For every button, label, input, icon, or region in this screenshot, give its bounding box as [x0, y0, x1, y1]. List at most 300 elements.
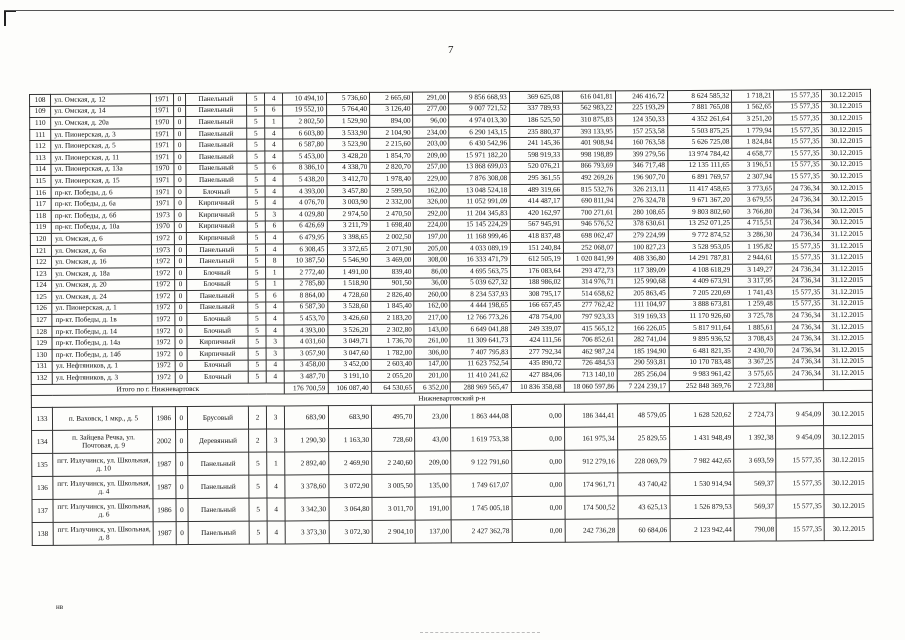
- table-cell: 1 259,48: [733, 299, 775, 311]
- row-number: 133: [31, 407, 52, 430]
- table-cell: Панельный: [186, 151, 247, 163]
- table-row: [32, 517, 873, 545]
- table-cell: 1987: [152, 453, 175, 476]
- table-cell: 36,00: [414, 277, 450, 289]
- row-number: 115: [30, 176, 51, 188]
- table-cell: 310 875,83: [562, 114, 615, 126]
- table-cell: 1 529,90: [326, 116, 369, 128]
- table-cell: 43 625,13: [618, 496, 670, 519]
- table-cell: 1971: [151, 152, 174, 164]
- row-number: 117: [30, 199, 51, 211]
- address-cell: ул. Омская, д. 24: [52, 291, 152, 303]
- table-cell: 143,00: [414, 324, 450, 336]
- table-cell: Панельный: [186, 255, 247, 267]
- table-cell: 1971: [151, 175, 174, 187]
- table-cell: 3 766,80: [732, 206, 774, 218]
- table-cell: 5: [248, 255, 266, 267]
- table-cell: 3 708,43: [733, 333, 775, 345]
- address-cell: пгт. Излучинск, ул. Школьная, д. 10: [53, 453, 153, 477]
- table-cell: 1972: [151, 233, 174, 245]
- table-cell: 1 718,21: [732, 90, 774, 102]
- address-cell: пгт. Излучинск, ул. Школьная, д. 6: [53, 499, 153, 523]
- table-cell: 0: [176, 476, 188, 499]
- table-cell: 31.12.2015: [823, 368, 872, 380]
- table-cell: 462 987,24: [564, 346, 617, 358]
- table-cell: 9 122 791,60: [451, 451, 511, 474]
- table-cell: 137,00: [415, 520, 451, 543]
- table-cell: 683,90: [328, 405, 372, 428]
- table-cell: 30.12.2015: [824, 402, 873, 425]
- table-cell: 1972: [151, 268, 174, 280]
- table-cell: 31.12.2015: [823, 286, 872, 298]
- table-cell: 612 505,19: [510, 254, 563, 266]
- table-cell: 43 740,42: [617, 473, 669, 496]
- table-cell: 2 892,40: [285, 452, 329, 475]
- table-cell: Панельный: [186, 174, 247, 186]
- table-cell: 6 481 821,35: [669, 345, 734, 357]
- table-cell: 5 626 725,08: [667, 137, 732, 149]
- table-cell: 3 149,27: [733, 264, 775, 276]
- total-cell: [823, 379, 872, 391]
- table-cell: 478 754,00: [511, 312, 564, 324]
- row-number: 120: [30, 233, 51, 245]
- table-cell: 4 715,51: [732, 217, 774, 229]
- table-cell: Панельный: [185, 128, 246, 140]
- table-cell: Блочный: [187, 360, 248, 372]
- table-cell: 1 741,43: [733, 287, 775, 299]
- page-number: 7: [448, 44, 454, 56]
- table-cell: 30.12.2015: [822, 182, 871, 194]
- table-cell: 790,08: [734, 518, 776, 541]
- address-cell: ул. Пионерская, д. 11: [51, 152, 151, 164]
- table-cell: Панельный: [188, 521, 250, 544]
- row-number: 131: [31, 361, 52, 373]
- table-cell: 1 020 841,99: [563, 253, 616, 265]
- table-cell: 5: [247, 232, 265, 244]
- table-body-nizhnevartovsk: [30, 89, 873, 384]
- table-cell: 1: [266, 267, 284, 279]
- address-cell: пр-кт. Победы, д. 6: [51, 187, 151, 199]
- table-cell: 9 671 367,20: [668, 195, 733, 207]
- table-cell: Блочный: [187, 371, 248, 383]
- table-cell: 257,00: [413, 161, 449, 173]
- table-cell: 4: [267, 498, 285, 521]
- row-number: 119: [30, 222, 51, 234]
- address-cell: ул. Нефтяников, д. 1: [52, 360, 152, 372]
- table-cell: 3: [266, 336, 284, 348]
- table-cell: 197,00: [414, 231, 450, 243]
- table-cell: 5: [248, 360, 266, 372]
- table-cell: 11 410 241,62: [451, 370, 511, 382]
- table-cell: 0: [174, 221, 186, 233]
- table-cell: 3 367,25: [733, 357, 775, 369]
- table-cell: 598 919,33: [510, 149, 563, 161]
- address-cell: ул. Пионерская, д. 15: [51, 175, 151, 187]
- table-cell: 3 458,00: [284, 359, 327, 371]
- table-cell: 4 029,80: [283, 209, 326, 221]
- table-cell: 4 393,00: [284, 325, 327, 337]
- table-cell: 2 802,50: [283, 116, 326, 128]
- address-cell: пр-кт. Победы, д. 10а: [51, 221, 151, 233]
- address-cell: пр-кт. Победы, д. 1в: [52, 314, 152, 326]
- table-cell: 308 795,17: [510, 288, 563, 300]
- table-cell: 337 789,93: [509, 103, 562, 115]
- table-cell: 1 195,82: [733, 241, 775, 253]
- table-cell: 4: [266, 244, 284, 256]
- table-cell: 228 069,79: [617, 450, 669, 473]
- table-cell: 4: [265, 151, 283, 163]
- table-cell: 252 068,07: [563, 242, 616, 254]
- address-cell: ул. Омская, д. 6а: [52, 244, 152, 256]
- address-cell: ул. Омская, д. 12: [51, 94, 151, 106]
- table-cell: 5: [247, 105, 265, 117]
- table-cell: 0: [174, 186, 186, 198]
- table-cell: 9 454,09: [776, 403, 824, 426]
- table-cell: 291,00: [413, 92, 449, 104]
- table-cell: 5: [248, 371, 266, 383]
- table-cell: 8 624 585,32: [667, 90, 732, 102]
- table-cell: 5: [248, 348, 266, 360]
- table-cell: 901,50: [371, 278, 414, 290]
- table-cell: 1971: [151, 186, 174, 198]
- row-number: 118: [30, 210, 51, 222]
- table-cell: 4: [266, 325, 284, 337]
- table-cell: 0: [175, 279, 187, 291]
- table-cell: 3 398,65: [327, 232, 370, 244]
- table-cell: 6 587,30: [284, 301, 327, 313]
- table-cell: 6 649 041,88: [450, 323, 510, 335]
- table-cell: 24 736,34: [776, 345, 824, 357]
- table-cell: 1971: [150, 105, 173, 117]
- table-cell: 998 198,89: [563, 149, 616, 161]
- table-cell: 5 817 911,64: [668, 322, 733, 334]
- table-cell: Кирпичный: [186, 198, 247, 210]
- table-cell: 249 339,07: [511, 323, 564, 335]
- table-cell: 4: [265, 128, 283, 140]
- table-cell: 0,00: [511, 450, 564, 473]
- table-cell: 15 577,35: [774, 101, 822, 113]
- row-number: 125: [31, 291, 52, 303]
- table-cell: 4 033 089,19: [450, 242, 510, 254]
- table-cell: 5: [247, 128, 265, 140]
- address-cell: п. Ваховск, 1 мкр., д. 5: [53, 407, 153, 431]
- table-cell: 31.12.2015: [823, 321, 872, 333]
- table-cell: 3 286,30: [732, 229, 774, 241]
- table-cell: 1 698,40: [370, 220, 413, 232]
- address-cell: ул. Пионерская, д. 5: [51, 140, 151, 152]
- table-cell: 15 145 224,29: [450, 219, 510, 231]
- table-cell: Панельный: [185, 105, 246, 117]
- table-cell: 117 389,09: [616, 265, 668, 277]
- address-cell: ул. Пионерская, д. 13а: [51, 163, 151, 175]
- table-cell: Блочный: [186, 267, 247, 279]
- table-cell: 0: [174, 244, 186, 256]
- table-cell: 308,00: [414, 254, 450, 266]
- table-cell: 19 552,10: [283, 104, 326, 116]
- table-cell: 4: [265, 174, 283, 186]
- table-cell: 5: [248, 337, 266, 349]
- table-cell: 15 577,35: [774, 159, 822, 171]
- table-cell: 5: [248, 290, 266, 302]
- table-cell: 30.12.2015: [824, 494, 873, 517]
- table-cell: 224,00: [414, 219, 450, 231]
- table-cell: 30.12.2015: [822, 124, 871, 136]
- table-cell: 1987: [153, 522, 176, 545]
- table-cell: 4 338,70: [326, 162, 369, 174]
- table-cell: 24 736,34: [775, 310, 823, 322]
- table-cell: 14 291 787,81: [668, 253, 733, 265]
- table-cell: 25 829,55: [617, 427, 669, 450]
- table-cell: 420 162,97: [510, 207, 563, 219]
- row-number: 111: [30, 129, 51, 141]
- table-cell: 3 211,79: [327, 220, 370, 232]
- table-cell: 12 135 111,65: [667, 160, 732, 172]
- table-cell: 3 526,20: [327, 324, 370, 336]
- table-cell: 3 412,70: [327, 174, 370, 186]
- table-cell: 2 104,90: [370, 127, 413, 139]
- row-number: 136: [32, 476, 53, 499]
- table-cell: 30.12.2015: [824, 425, 873, 448]
- table-cell: 4 393,00: [283, 185, 326, 197]
- footnote-mark: нв: [56, 603, 64, 611]
- address-cell: пр-кт. Победы, д. 6б: [51, 210, 151, 222]
- address-cell: ул. Омская, д. 14: [51, 105, 151, 117]
- address-cell: ул. Омская, д. 18а: [52, 268, 152, 280]
- table-cell: 174 961,71: [564, 473, 617, 496]
- table-cell: 5: [247, 116, 265, 128]
- table-cell: 3: [267, 406, 285, 429]
- table-cell: 31.12.2015: [823, 333, 872, 345]
- table-cell: 1 749 617,07: [451, 474, 511, 497]
- table-cell: 15 577,35: [775, 240, 823, 252]
- row-number: 122: [30, 257, 51, 269]
- table-cell: 1973: [151, 244, 174, 256]
- table-cell: 13 252 071,25: [668, 218, 733, 230]
- table-cell: 12 766 773,26: [450, 312, 510, 324]
- table-cell: 8 234 537,93: [450, 289, 510, 301]
- table-cell: 5 764,40: [326, 104, 369, 116]
- total-cell: 252 848 369,76: [669, 380, 734, 392]
- total-cell: 288 969 565,47: [451, 381, 511, 393]
- table-cell: 0: [175, 302, 187, 314]
- table-cell: 261,00: [414, 335, 450, 347]
- table-cell: 1 854,70: [370, 150, 413, 162]
- table-cell: 946 576,52: [563, 218, 616, 230]
- table-cell: 3: [267, 429, 285, 452]
- table-cell: 31.12.2015: [823, 356, 872, 368]
- table-cell: 378 630,61: [616, 218, 668, 230]
- region-label: Нижневартовский р-н: [31, 391, 872, 408]
- table-cell: 1 845,40: [371, 301, 414, 313]
- table-cell: 5: [247, 186, 265, 198]
- table-cell: 277 762,42: [563, 300, 616, 312]
- housing-repair-table: [29, 89, 874, 546]
- table-cell: 569,37: [734, 472, 776, 495]
- table-cell: 0: [174, 94, 186, 106]
- table-cell: 4: [265, 186, 283, 198]
- table-cell: 690 811,94: [563, 195, 616, 207]
- table-cell: 4 728,60: [327, 290, 370, 302]
- table-cell: 1971: [150, 94, 173, 106]
- table-cell: 2 665,60: [369, 92, 412, 104]
- table-cell: 3 523,90: [326, 139, 369, 151]
- address-cell: пр-кт. Победы, д. 14б: [52, 349, 152, 361]
- table-cell: 15 577,35: [775, 252, 823, 264]
- table-cell: 5: [248, 325, 266, 337]
- total-cell: 7 224 239,17: [617, 380, 669, 392]
- table-cell: 3 693,59: [734, 449, 776, 472]
- table-cell: 912 279,16: [564, 450, 617, 473]
- table-cell: Кирпичный: [186, 232, 247, 244]
- table-cell: 31.12.2015: [823, 298, 872, 310]
- table-cell: 728,60: [371, 428, 415, 451]
- table-cell: 0: [175, 267, 187, 279]
- table-cell: 15 577,35: [774, 90, 822, 102]
- table-cell: 100 827,23: [616, 241, 668, 253]
- address-cell: пр-кт. Победы, д. 6а: [51, 198, 151, 210]
- table-cell: 414 487,17: [510, 196, 563, 208]
- table-cell: 11 417 458,65: [668, 183, 733, 195]
- table-cell: 30.12.2015: [824, 517, 873, 540]
- address-cell: ул. Нефтяников, д. 3: [52, 372, 152, 384]
- table-cell: 866 793,69: [563, 160, 616, 172]
- table-cell: 6 891 769,57: [668, 171, 733, 183]
- table-cell: 1 628 520,62: [669, 403, 734, 426]
- table-cell: 5: [247, 197, 265, 209]
- table-cell: 0: [176, 522, 188, 545]
- table-cell: 15 577,35: [775, 298, 823, 310]
- table-cell: 3 528 953,05: [668, 241, 733, 253]
- table-cell: 205,00: [414, 243, 450, 255]
- table-cell: 1 885,61: [733, 322, 775, 334]
- row-number: 123: [31, 268, 52, 280]
- table-cell: 31.12.2015: [823, 310, 872, 322]
- table-cell: 160 763,58: [615, 137, 667, 149]
- table-cell: 0: [174, 105, 186, 117]
- table-cell: 5 039 627,32: [450, 277, 510, 289]
- address-cell: п. Зайцева Речка, ул. Почтовая, д. 9: [53, 430, 153, 454]
- table-cell: 2 599,50: [370, 185, 413, 197]
- table-cell: 166 657,45: [510, 300, 563, 312]
- table-cell: 7 407 795,83: [450, 347, 510, 359]
- table-cell: 3 373,30: [285, 521, 329, 544]
- table-cell: 5: [249, 498, 267, 521]
- table-cell: 124 350,33: [615, 114, 667, 126]
- address-cell: ул. Омская, д. 16: [52, 256, 152, 268]
- table-cell: 24 736,34: [775, 206, 823, 218]
- table-cell: 726 484,53: [564, 358, 617, 370]
- table-cell: 151 240,84: [510, 242, 563, 254]
- table-cell: 5: [247, 209, 265, 221]
- table-cell: 10 387,50: [284, 255, 327, 267]
- table-cell: 1 779,94: [732, 125, 774, 137]
- row-number: 127: [31, 315, 52, 327]
- table-cell: 125 990,68: [616, 276, 668, 288]
- total-cell: 64 530,65: [371, 382, 414, 394]
- table-cell: 11 052 991,09: [449, 196, 509, 208]
- table-cell: 5 438,20: [283, 174, 326, 186]
- table-cell: 3 533,90: [326, 127, 369, 139]
- table-cell: 401 908,94: [562, 137, 615, 149]
- table-cell: 48 579,05: [617, 404, 669, 427]
- table-cell: 1 619 753,38: [451, 428, 511, 451]
- table-cell: 5: [247, 139, 265, 151]
- table-cell: Блочный: [186, 279, 247, 291]
- table-cell: 13 048 524,18: [449, 184, 509, 196]
- table-cell: 162,00: [414, 301, 450, 313]
- table-cell: 3 057,90: [284, 348, 327, 360]
- table-cell: 2002: [152, 430, 175, 453]
- table-cell: 2 332,00: [370, 196, 413, 208]
- table-cell: 292,00: [414, 208, 450, 220]
- table-cell: 285 256,04: [617, 369, 669, 381]
- table-cell: 569,37: [734, 495, 776, 518]
- table-cell: 3 072,90: [328, 474, 372, 497]
- table-cell: 7 982 442,65: [669, 449, 734, 472]
- table-cell: 1 526 879,53: [669, 495, 734, 518]
- table-cell: 424 111,56: [511, 335, 564, 347]
- address-cell: пр-кт. Победы, д. 14а: [52, 337, 152, 349]
- table-cell: 6: [265, 105, 283, 117]
- table-cell: Кирпичный: [187, 337, 248, 349]
- table-cell: 1971: [151, 198, 174, 210]
- table-cell: 5: [248, 313, 266, 325]
- table-cell: 4: [266, 360, 284, 372]
- table-cell: 24 736,34: [776, 356, 824, 368]
- row-number: 110: [30, 118, 51, 130]
- table-cell: 1970: [151, 163, 174, 175]
- table-cell: 839,40: [370, 266, 413, 278]
- table-cell: 0: [174, 163, 186, 175]
- row-number: 112: [30, 141, 51, 153]
- row-number: 124: [31, 280, 52, 292]
- row-number: 129: [31, 338, 52, 350]
- table-cell: 1 491,00: [327, 266, 370, 278]
- table-cell: 489 319,66: [510, 184, 563, 196]
- table-cell: 176 083,64: [510, 265, 563, 277]
- table-cell: 31.12.2015: [823, 240, 872, 252]
- table-cell: 369 625,08: [509, 91, 562, 103]
- table-cell: 166 226,05: [617, 322, 669, 334]
- table-cell: 1 562,65: [732, 102, 774, 114]
- table-cell: 31.12.2015: [823, 275, 872, 287]
- table-cell: 280 108,65: [616, 207, 668, 219]
- table-cell: 3 378,60: [285, 475, 329, 498]
- table-cell: 2 302,80: [371, 324, 414, 336]
- table-cell: 492 269,26: [563, 172, 616, 184]
- row-number: 116: [30, 187, 51, 199]
- table-cell: Панельный: [188, 475, 250, 498]
- table-cell: 186 525,50: [509, 114, 562, 126]
- table-cell: 30.12.2015: [824, 471, 873, 494]
- table-cell: 0,00: [512, 519, 565, 542]
- table-cell: 5 503 875,25: [667, 125, 732, 137]
- table-cell: 13 974 784,42: [667, 148, 732, 160]
- table-cell: 1 163,30: [328, 428, 372, 451]
- row-number: 108: [30, 94, 51, 106]
- total-cell: [776, 379, 824, 391]
- table-cell: 24 736,34: [775, 275, 823, 287]
- table-cell: 96,00: [413, 115, 449, 127]
- table-cell: 0: [174, 175, 186, 187]
- table-cell: 174 500,52: [565, 496, 618, 519]
- page-top-edge: [4, 10, 894, 11]
- table-cell: 295 361,55: [510, 172, 563, 184]
- total-cell: 176 700,59: [284, 383, 327, 395]
- table-cell: 5: [248, 302, 266, 314]
- table-cell: 1 530 914,94: [669, 472, 734, 495]
- table-cell: Панельный: [185, 140, 246, 152]
